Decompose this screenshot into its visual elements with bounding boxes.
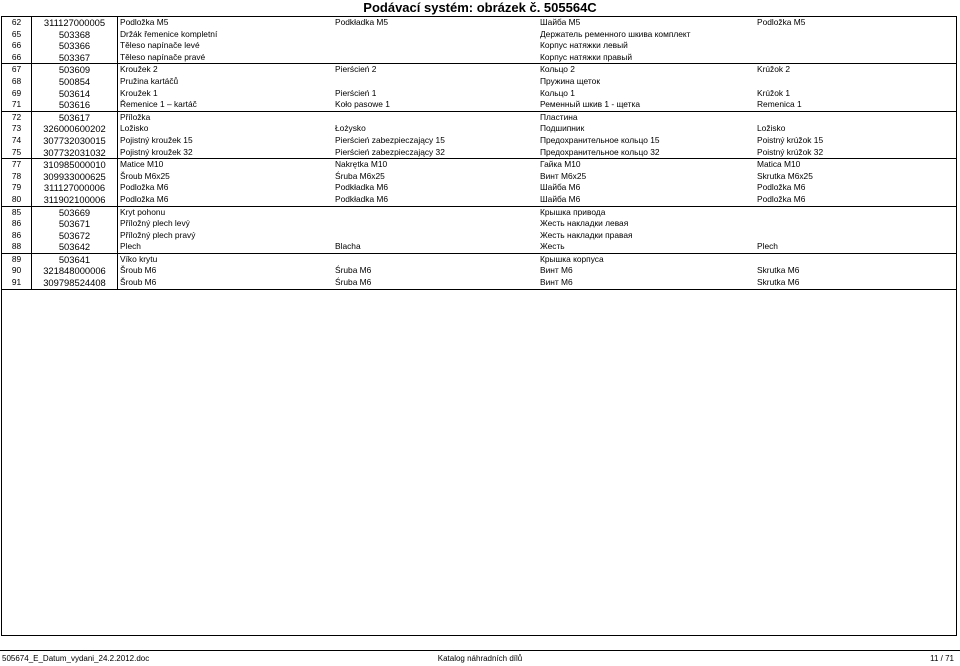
polish-name-cell: Nakrętka M10 — [335, 159, 388, 170]
table-row — [2, 265, 956, 277]
russian-name-cell: Корпус натяжки левый — [540, 40, 628, 51]
russian-name-cell: Пластина — [540, 111, 578, 122]
russian-name-cell: Шайба M5 — [540, 17, 581, 27]
slovak-name-cell — [755, 52, 956, 64]
polish-name-cell: Blacha — [335, 241, 361, 252]
row-group — [2, 159, 956, 206]
russian-name-cell: Кольцо 2 — [540, 64, 575, 75]
part-number-cell: 311127000005 — [32, 17, 118, 29]
polish-name-cell — [333, 52, 538, 64]
position-cell: 74 — [2, 135, 32, 147]
position-cell: 77 — [2, 159, 32, 171]
czech-name-cell: Těleso napínače levé — [120, 40, 200, 51]
czech-name-cell: Šroub M6 — [120, 265, 157, 276]
position-cell: 66 — [2, 40, 32, 52]
row-group — [2, 207, 956, 254]
table-row — [2, 171, 956, 183]
slovak-name-cell — [755, 230, 956, 242]
russian-name-cell: Подшипник — [540, 123, 585, 134]
slovak-name-cell — [755, 112, 956, 124]
russian-name-cell: Гайка M10 — [540, 159, 581, 170]
position-cell: 72 — [2, 112, 32, 124]
czech-name-cell: Víko krytu — [120, 253, 158, 264]
polish-name-cell — [333, 76, 538, 88]
table-row — [2, 194, 956, 206]
position-cell: 71 — [2, 99, 32, 111]
russian-name-cell: Крышка корпуса — [540, 253, 604, 264]
position-cell: 68 — [2, 76, 32, 88]
czech-name-cell: Kroužek 1 — [120, 87, 158, 98]
czech-name-cell: Podložka M6 — [120, 182, 169, 193]
table-row — [2, 241, 956, 253]
polish-name-cell: Podkładka M6 — [335, 182, 389, 193]
russian-name-cell: Пружина щеток — [540, 75, 600, 86]
russian-name-cell: Крышка привода — [540, 206, 606, 217]
part-number-cell: 503669 — [32, 207, 118, 219]
position-cell: 67 — [2, 64, 32, 76]
table-row — [2, 159, 956, 171]
russian-name-cell: Кольцо 1 — [540, 87, 575, 98]
part-number-cell: 503672 — [32, 230, 118, 242]
czech-name-cell: Ložisko — [120, 123, 149, 134]
russian-name-cell: Шайба M6 — [540, 193, 581, 204]
position-cell: 85 — [2, 207, 32, 219]
czech-name-cell: Příložný plech pravý — [120, 229, 196, 240]
part-number-cell: 321848000006 — [32, 265, 118, 277]
table-row — [2, 76, 956, 88]
part-number-cell: 311902100006 — [32, 194, 118, 206]
position-cell: 88 — [2, 241, 32, 253]
russian-name-cell: Ременный шкив 1 - щетка — [540, 99, 641, 110]
polish-name-cell — [333, 112, 538, 124]
russian-name-cell: Предохранительное кольцо 32 — [540, 146, 660, 157]
page-title: Podávací systém: obrázek č. 505564C — [363, 0, 597, 15]
part-number-cell: 310985000010 — [32, 159, 118, 171]
czech-name-cell: Pojistný kroužek 32 — [120, 146, 193, 157]
slovak-name-cell: Ložisko — [757, 123, 786, 134]
part-number-cell: 503366 — [32, 40, 118, 52]
position-cell: 78 — [2, 171, 32, 183]
slovak-name-cell: Remenica 1 — [757, 99, 802, 110]
czech-name-cell: Příložný plech levý — [120, 218, 190, 229]
czech-name-cell: Šroub M6 — [120, 277, 157, 288]
row-group — [2, 112, 956, 159]
czech-name-cell: Matice M10 — [120, 159, 164, 170]
russian-name-cell: Предохранительное кольцо 15 — [540, 134, 660, 145]
position-cell: 91 — [2, 277, 32, 289]
table-row — [2, 123, 956, 135]
position-cell: 75 — [2, 147, 32, 159]
russian-name-cell: Жесть накладки левая — [540, 218, 629, 229]
position-cell: 62 — [2, 17, 32, 29]
polish-name-cell: Pierścień 1 — [335, 87, 377, 98]
position-cell: 86 — [2, 218, 32, 230]
position-cell: 73 — [2, 123, 32, 135]
slovak-name-cell — [755, 218, 956, 230]
slovak-name-cell: Podložka M6 — [757, 182, 806, 193]
polish-name-cell: Śruba M6x25 — [335, 170, 385, 181]
position-cell: 90 — [2, 265, 32, 277]
part-number-cell: 307732030015 — [32, 135, 118, 147]
table-row — [2, 218, 956, 230]
polish-name-cell — [333, 40, 538, 52]
table-row — [2, 277, 956, 289]
table-row — [2, 135, 956, 147]
slovak-name-cell — [755, 207, 956, 219]
position-cell: 86 — [2, 230, 32, 242]
part-number-cell: 503616 — [32, 99, 118, 111]
polish-name-cell: Śruba M6 — [335, 265, 372, 276]
russian-name-cell: Жесть — [540, 241, 565, 252]
slovak-name-cell: Plech — [757, 241, 778, 252]
table-row — [2, 88, 956, 100]
position-cell: 66 — [2, 52, 32, 64]
czech-name-cell: Těleso napínače pravé — [120, 51, 206, 62]
polish-name-cell — [333, 254, 538, 266]
polish-name-cell — [333, 230, 538, 242]
part-number-cell: 503609 — [32, 64, 118, 76]
slovak-name-cell: Krúžok 1 — [757, 87, 791, 98]
czech-name-cell: Držák řemenice kompletní — [120, 28, 218, 39]
row-group — [2, 17, 956, 64]
footer-catalog-title: Katalog náhradních dílů — [437, 654, 523, 663]
czech-name-cell: Příložka — [120, 111, 151, 122]
russian-name-cell: Шайба M6 — [540, 182, 581, 193]
table-row — [2, 254, 956, 266]
polish-name-cell: Pierścień zabezpieczający 15 — [335, 134, 445, 145]
russian-name-cell: Винт M6x25 — [540, 170, 587, 181]
russian-name-cell: Винт M6 — [540, 265, 573, 276]
position-cell: 80 — [2, 194, 32, 206]
table-row — [2, 17, 956, 29]
slovak-name-cell — [755, 254, 956, 266]
czech-name-cell: Kryt pohonu — [120, 206, 166, 217]
table-row — [2, 40, 956, 52]
slovak-name-cell: Matica M10 — [757, 159, 801, 170]
position-cell: 89 — [2, 254, 32, 266]
position-cell: 69 — [2, 88, 32, 100]
table-row — [2, 64, 956, 76]
table-row — [2, 230, 956, 242]
czech-name-cell: Podložka M5 — [120, 17, 169, 27]
part-number-cell: 311127000006 — [32, 182, 118, 194]
russian-name-cell: Корпус натяжки правый — [540, 51, 633, 62]
part-number-cell: 307732031032 — [32, 147, 118, 159]
russian-name-cell: Жесть накладки правая — [540, 229, 633, 240]
parts-table — [1, 16, 957, 636]
slovak-name-cell: Skrutka M6 — [757, 265, 800, 276]
czech-name-cell: Pojistný kroužek 15 — [120, 134, 193, 145]
slovak-name-cell: Skrutka M6 — [757, 277, 800, 288]
polish-name-cell — [333, 29, 538, 41]
czech-name-cell: Řemenice 1 – kartáč — [120, 99, 197, 110]
page-footer — [0, 646, 960, 664]
slovak-name-cell — [755, 40, 956, 52]
part-number-cell: 503671 — [32, 218, 118, 230]
slovak-name-cell: Krúžok 2 — [757, 64, 791, 75]
part-number-cell: 503642 — [32, 241, 118, 253]
table-row — [2, 182, 956, 194]
table-row — [2, 112, 956, 124]
part-number-cell: 500854 — [32, 76, 118, 88]
position-cell: 79 — [2, 182, 32, 194]
polish-name-cell: Śruba M6 — [335, 277, 372, 288]
table-row — [2, 207, 956, 219]
polish-name-cell — [333, 218, 538, 230]
slovak-name-cell: Podložka M6 — [757, 193, 806, 204]
row-group — [2, 64, 956, 111]
czech-name-cell: Plech — [120, 241, 141, 252]
position-cell: 65 — [2, 29, 32, 41]
footer-page-number: 11 / 71 — [930, 654, 954, 663]
part-number-cell: 309933000625 — [32, 171, 118, 183]
row-group — [2, 254, 956, 290]
polish-name-cell: Koło pasowe 1 — [335, 99, 390, 110]
czech-name-cell: Kroužek 2 — [120, 64, 158, 75]
czech-name-cell: Pružina kartáčů — [120, 75, 179, 86]
slovak-name-cell: Poistný krúžok 15 — [757, 134, 824, 145]
czech-name-cell: Podložka M6 — [120, 193, 169, 204]
part-number-cell: 503614 — [32, 88, 118, 100]
part-number-cell: 503368 — [32, 29, 118, 41]
polish-name-cell: Łożysko — [335, 123, 366, 134]
slovak-name-cell: Podložka M5 — [757, 17, 806, 27]
polish-name-cell: Podkładka M6 — [335, 193, 389, 204]
czech-name-cell: Šroub M6x25 — [120, 170, 170, 181]
slovak-name-cell: Poistný krúžok 32 — [757, 146, 824, 157]
russian-name-cell: Винт M6 — [540, 277, 573, 288]
slovak-name-cell: Skrutka M6x25 — [757, 170, 813, 181]
table-row — [2, 29, 956, 41]
slovak-name-cell — [755, 29, 956, 41]
polish-name-cell: Pierścień 2 — [335, 64, 377, 75]
table-row — [2, 52, 956, 64]
footer-document-name: 505674_E_Datum_vydani_24.2.2012.doc — [2, 654, 150, 663]
part-number-cell: 503641 — [32, 254, 118, 266]
polish-name-cell: Podkładka M5 — [335, 17, 389, 27]
part-number-cell: 503367 — [32, 52, 118, 64]
polish-name-cell — [333, 207, 538, 219]
part-number-cell: 503617 — [32, 112, 118, 124]
slovak-name-cell — [755, 76, 956, 88]
table-row — [2, 147, 956, 159]
table-row — [2, 99, 956, 111]
part-number-cell: 309798524408 — [32, 277, 118, 289]
part-number-cell: 326000600202 — [32, 123, 118, 135]
russian-name-cell: Держатель ременного шкива комплект — [540, 28, 691, 39]
polish-name-cell: Pierścień zabezpieczający 32 — [335, 146, 445, 157]
